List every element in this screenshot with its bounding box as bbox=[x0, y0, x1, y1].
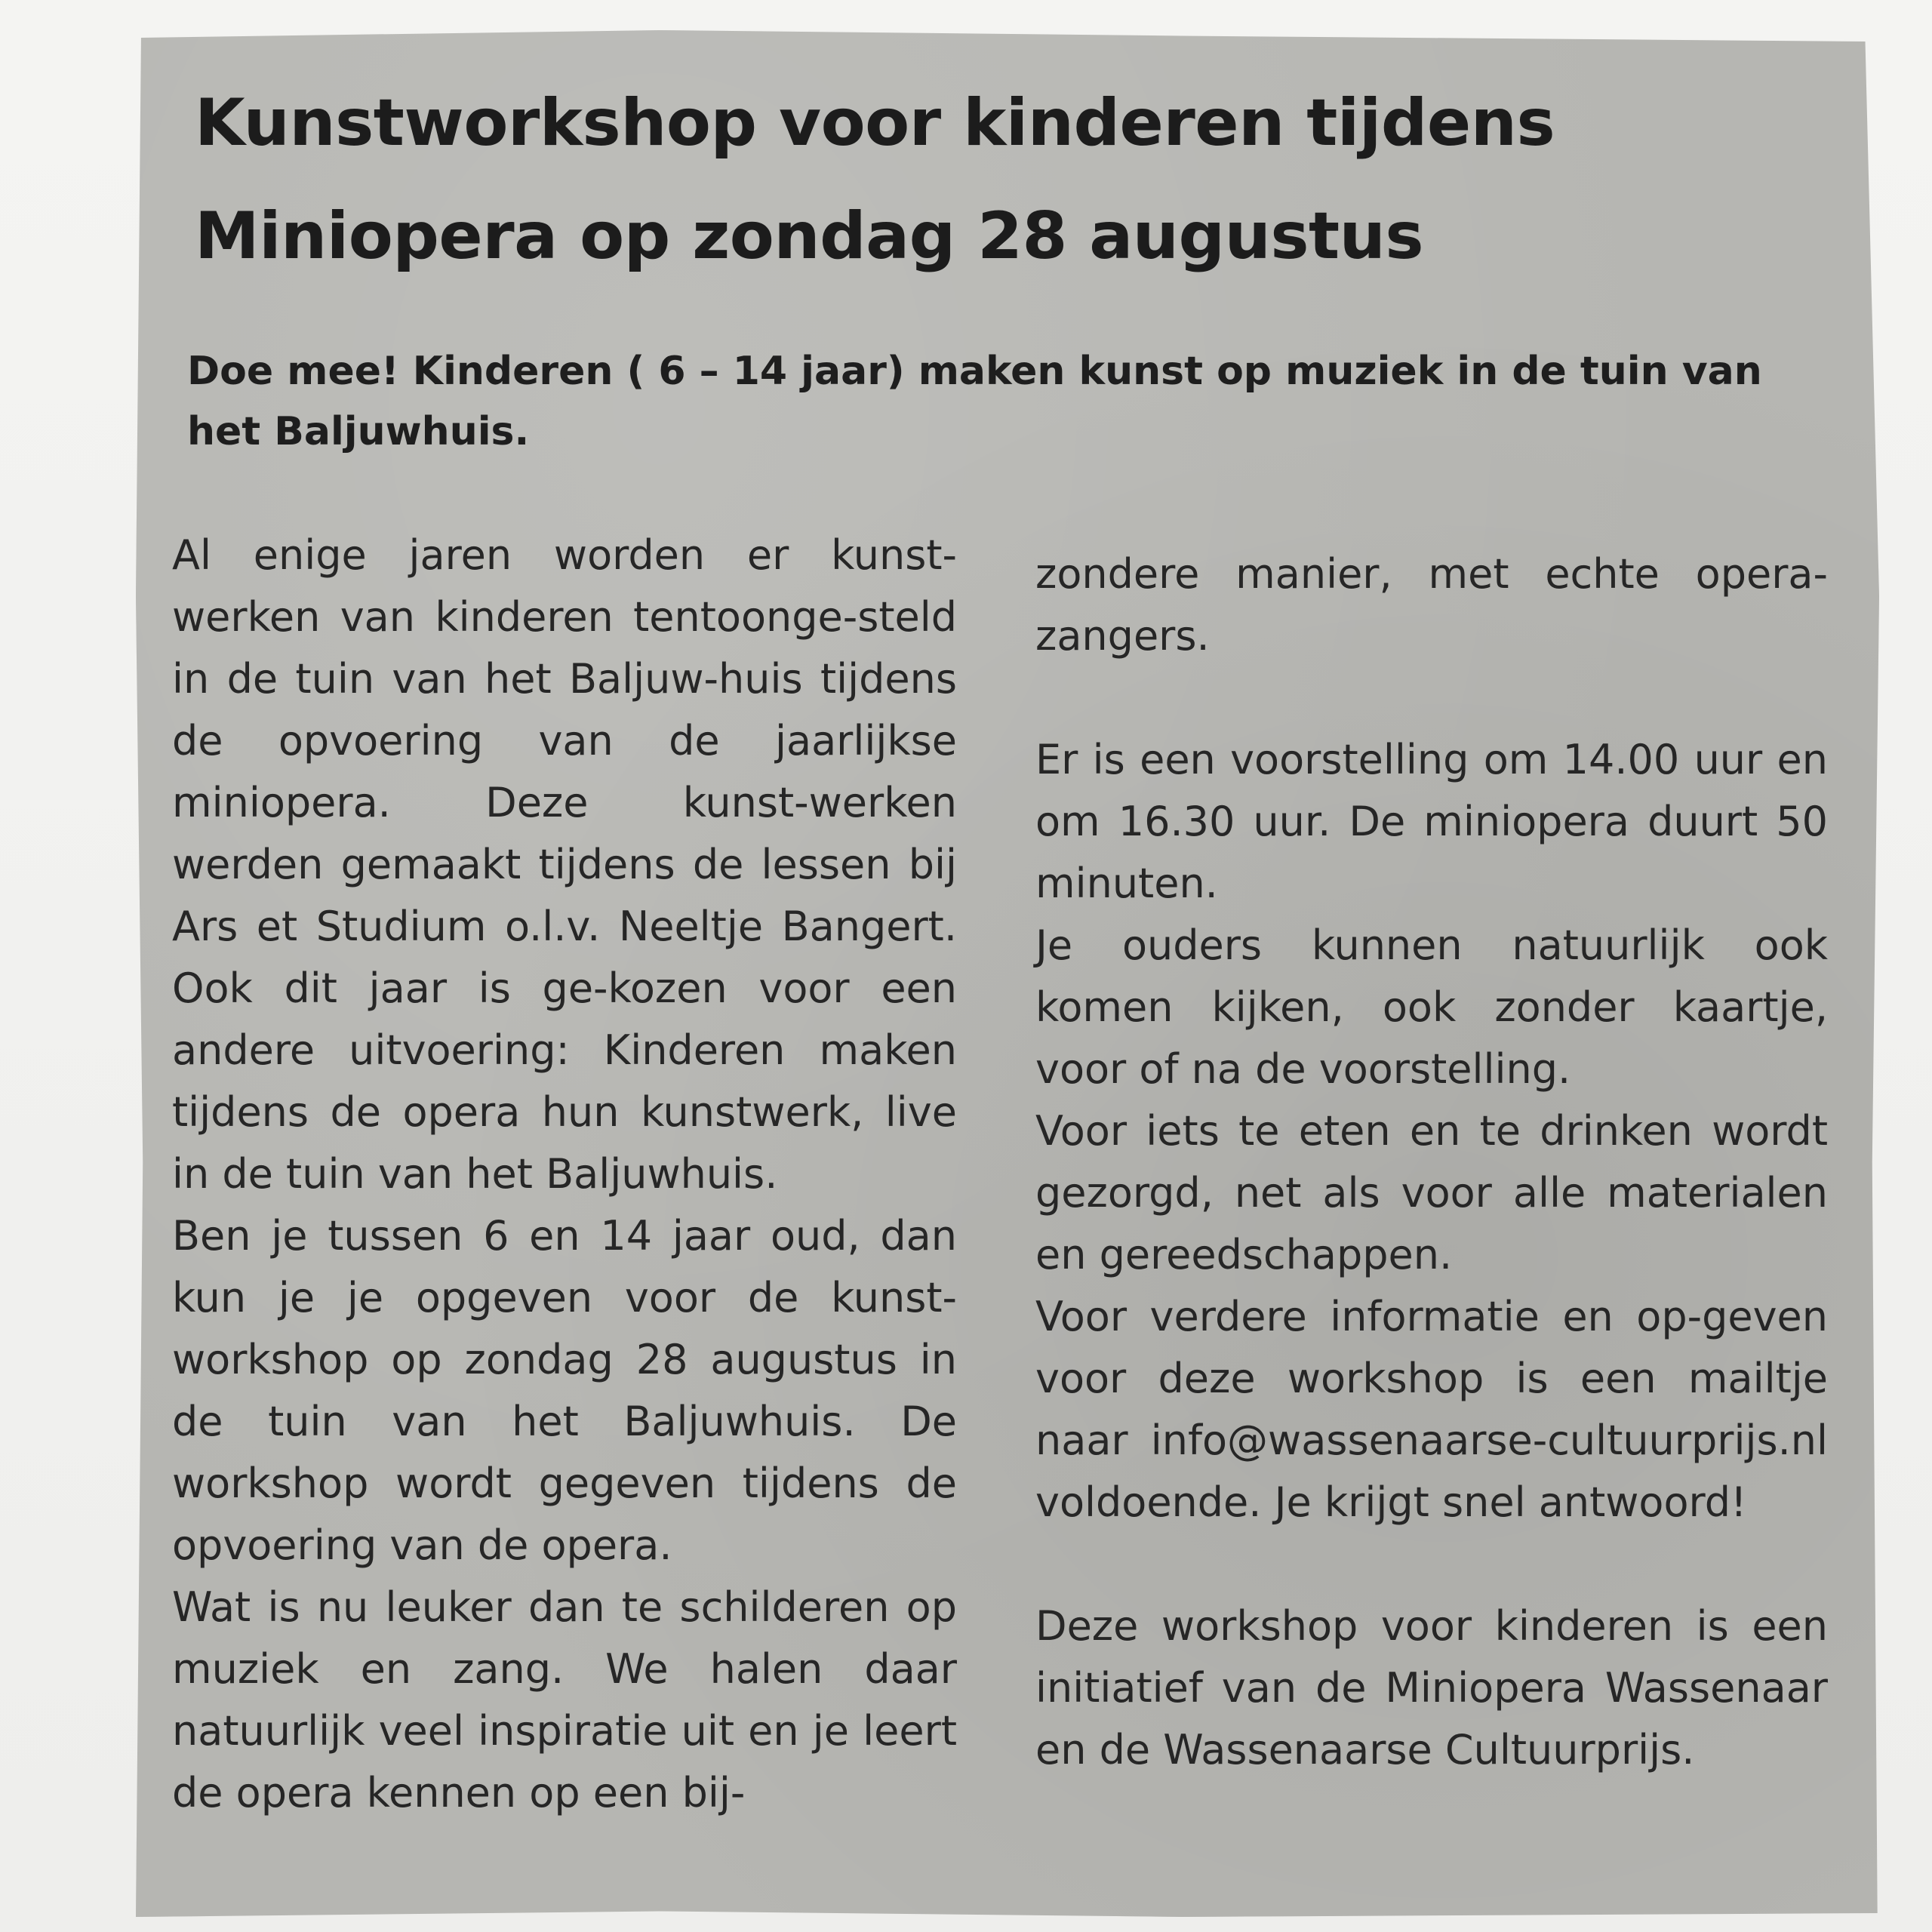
right-paragraph-3: Je ouders kunnen natuurlijk ook komen kijken, ook zonder kaartje, voor of na de voorstelling. bbox=[1035, 921, 1828, 1093]
left-paragraph-1: Al enige jaren worden er kunst-werken van kinderen tentoonge-steld in de tuin van het Baljuw-huis tijdens de opvoering van de jaarlijkse miniopera. Deze kunst-werken werden gemaakt tijdens de lessen bij Ars et Studium o.l.v. Neeltje Bangert. Ook dit jaar is ge-kozen voor een andere uitvoering: Kinderen maken tijdens de opera hun kunstwerk, live in de tuin van het Baljuwhuis. bbox=[172, 531, 957, 1198]
paragraph-gap bbox=[1035, 1534, 1828, 1595]
headline bbox=[195, 66, 1780, 293]
right-paragraph-2: Er is een voorstelling om 14.00 uur en om 16.30 uur. De miniopera duurt 50 minuten. bbox=[1035, 736, 1828, 907]
right-paragraph-6: Deze workshop voor kinderen is een initiatief van de Miniopera Wassenaar en de Wassenaarse Cultuurprijs. bbox=[1035, 1602, 1828, 1774]
right-paragraph-5: Voor verdere informatie en op-geven voor deze workshop is een mailtje naar info@wassenaarse-cultuurprijs.nl voldoende. Je krijgt snel antwoord! bbox=[1035, 1293, 1828, 1526]
left-paragraph-2: Ben je tussen 6 en 14 jaar oud, dan kun je je opgeven voor de kunst-workshop op zondag 28 augustus in de tuin van het Baljuwhuis. De workshop wordt gegeven tijdens de opvoering van de opera. bbox=[172, 1212, 957, 1569]
right-paragraph-4: Voor iets te eten en te drinken wordt gezorgd, net als voor alle materialen en gereedschappen. bbox=[1035, 1107, 1828, 1278]
headline-line-1: Kunstworkshop voor kinderen tijdens bbox=[195, 85, 1555, 161]
headline-line-2: Miniopera op zondag 28 augustus bbox=[195, 198, 1424, 274]
left-column bbox=[172, 525, 957, 1824]
right-paragraph-1: zondere manier, met echte opera-zangers. bbox=[1035, 550, 1828, 660]
left-paragraph-3: Wat is nu leuker dan te schilderen op muziek en zang. We halen daar natuurlijk veel inspiratie uit en je leert de opera kennen op een bij- bbox=[172, 1583, 957, 1817]
lead-paragraph: Doe mee! Kinderen ( 6 – 14 jaar) maken kunst op muziek in de tuin van het Baljuwhuis. bbox=[187, 349, 1762, 454]
right-column bbox=[1035, 543, 1828, 1781]
paragraph-gap bbox=[1035, 667, 1828, 729]
